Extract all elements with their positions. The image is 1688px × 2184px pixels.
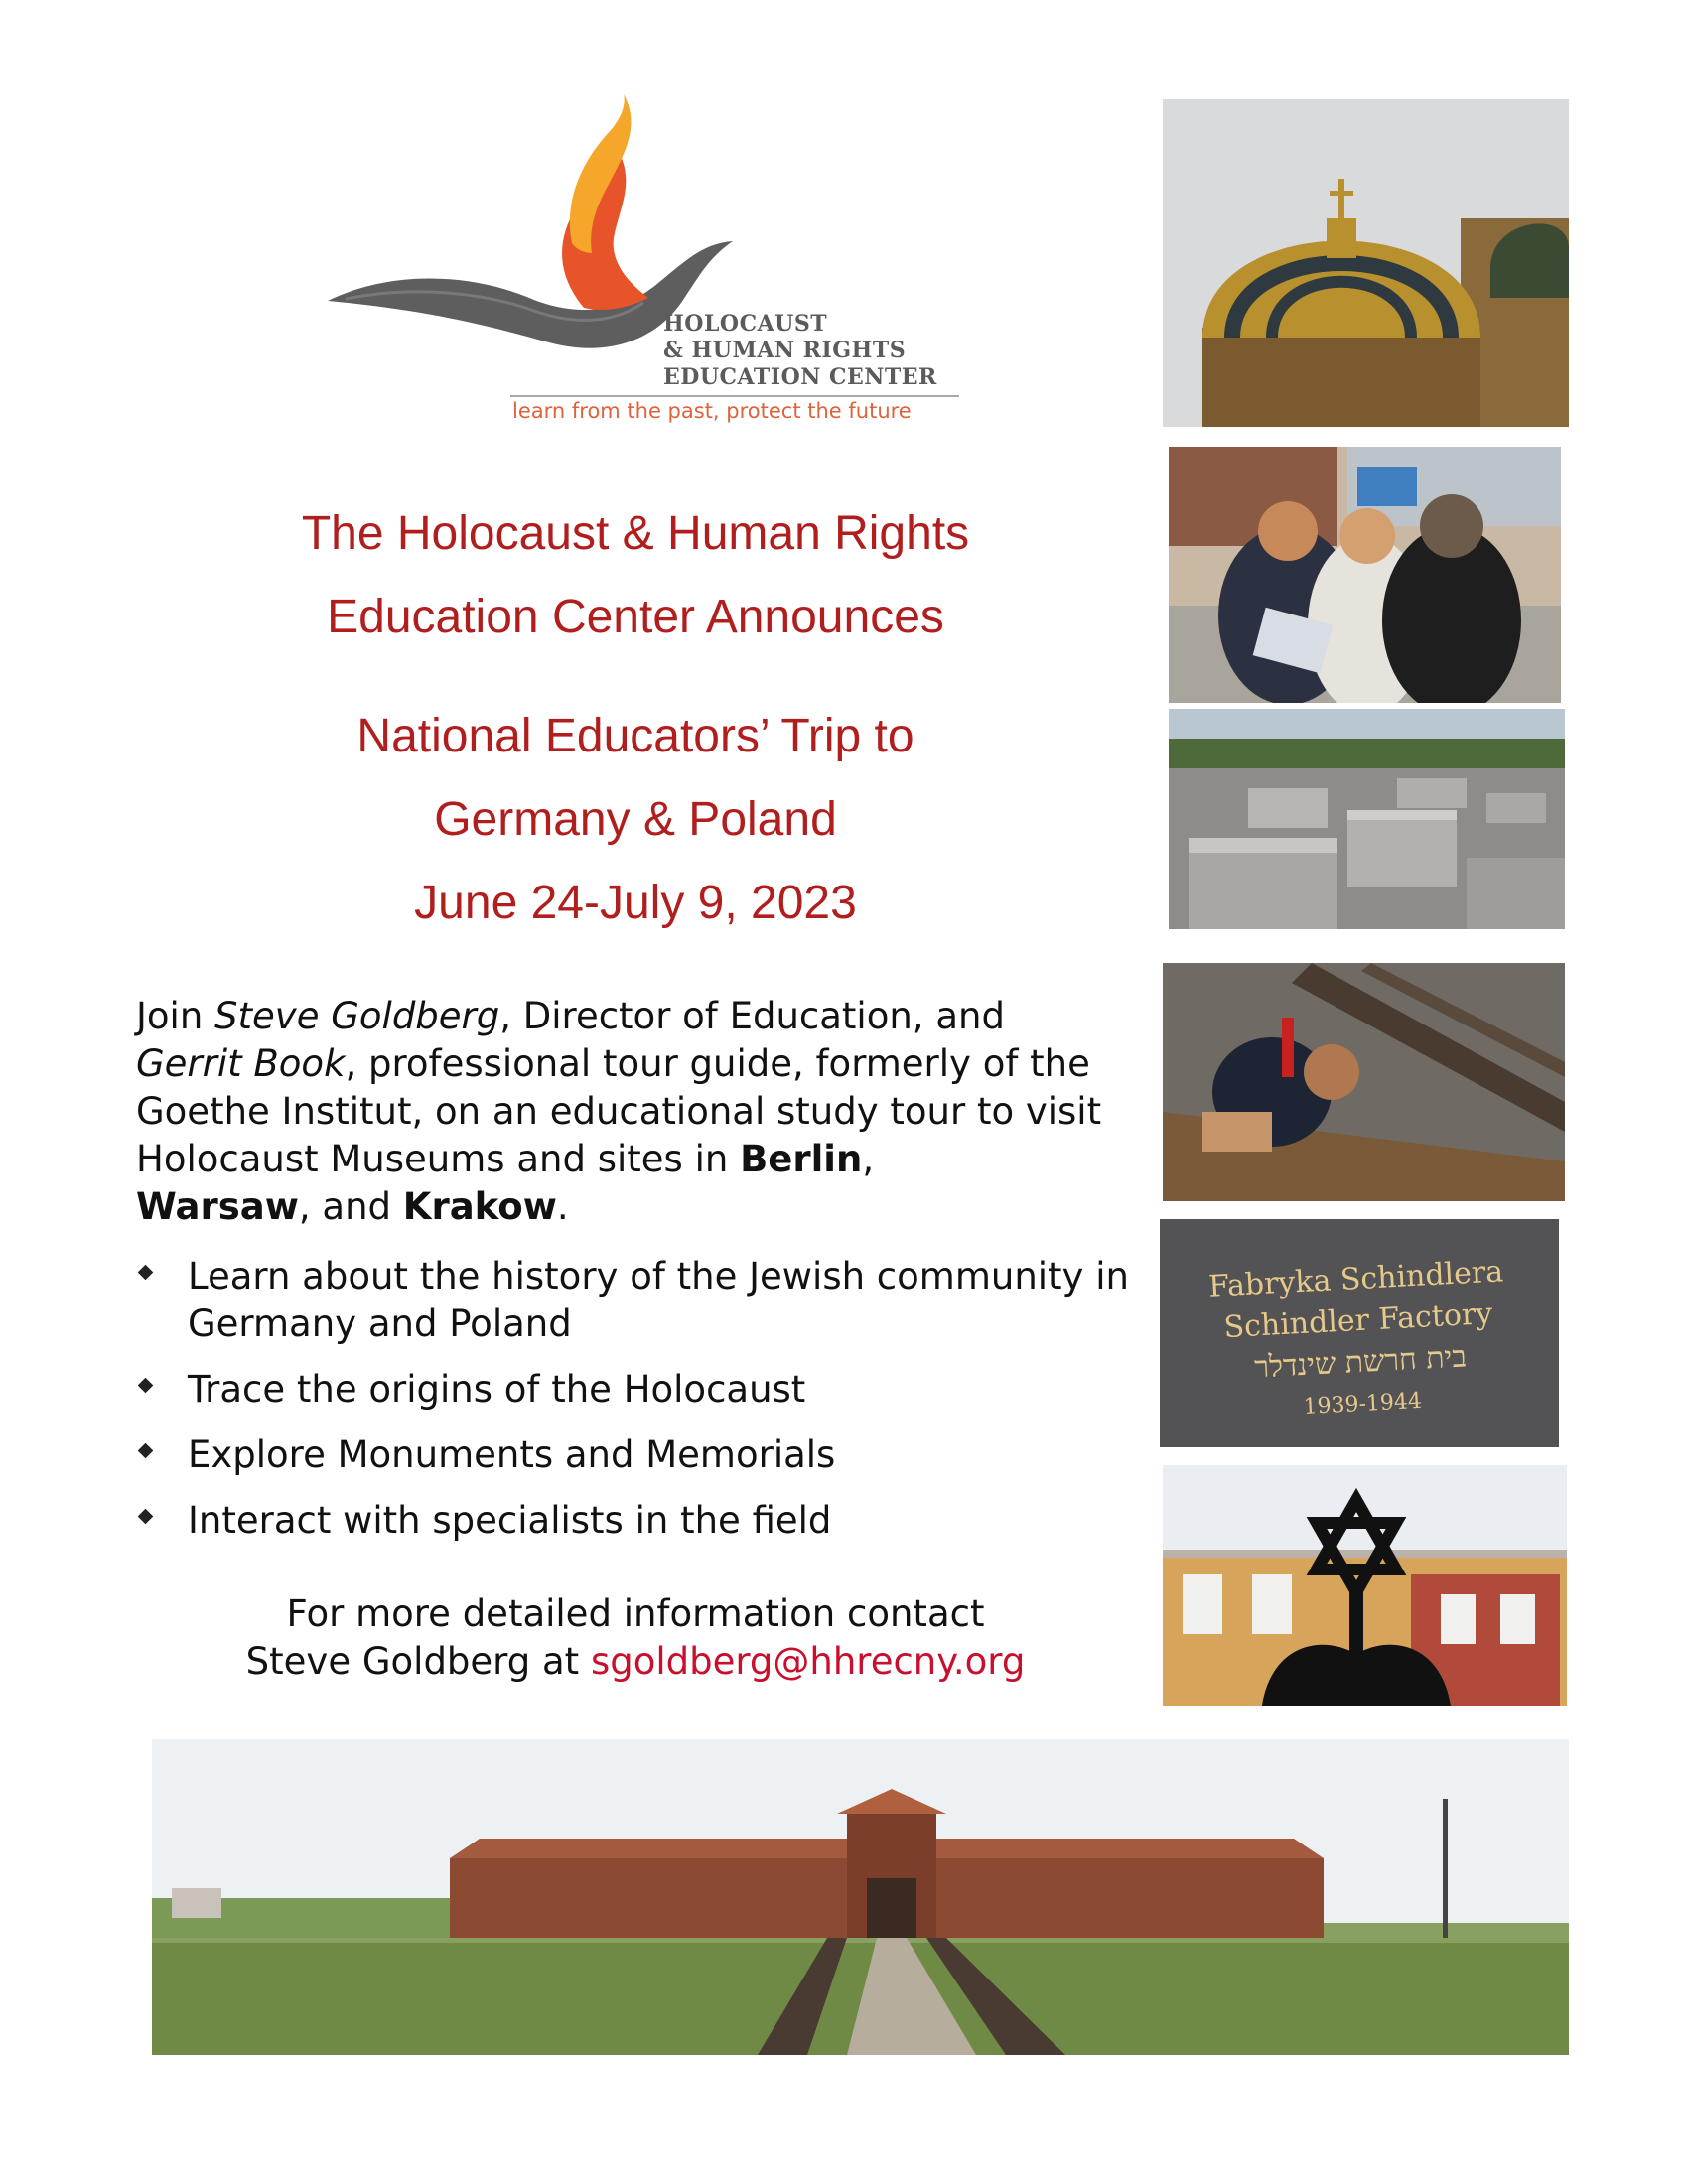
guide-name: Gerrit Book [136, 1042, 346, 1085]
contact-email-link[interactable]: sgoldberg@hhrecny.org [590, 1640, 1026, 1683]
list-item-text: Explore Monuments and Memorials [188, 1433, 836, 1476]
list-item [136, 1497, 1169, 1545]
org-name-line: HOLOCAUST [663, 311, 828, 337]
plaque-years: 1939-1944 [1302, 1388, 1423, 1421]
org-name-line: EDUCATION CENTER [663, 364, 937, 390]
intro-text: . [556, 1185, 569, 1228]
trip-highlights-list [136, 1253, 1169, 1563]
city-warsaw: Warsaw [136, 1185, 299, 1228]
contact-name: Steve Goldberg at [245, 1640, 591, 1683]
photo-synagogue-dome [1163, 99, 1569, 427]
heading-line: Education Center Announces [327, 591, 944, 643]
organization-name [663, 311, 937, 391]
photo-star-of-david-gate [1163, 1465, 1567, 1706]
diamond-bullet-icon [138, 1378, 154, 1394]
intro-text: , and [298, 1185, 403, 1228]
logo-tagline: learn from the past, protect the future [512, 399, 912, 423]
intro-text: , [862, 1138, 875, 1180]
intro-text: , Director of Education, and [499, 995, 1005, 1037]
plaque-line-polish: Fabryka Schindlera [1207, 1254, 1504, 1304]
plaque-text [1160, 1249, 1559, 1436]
trip-dates: June 24-July 9, 2023 [414, 877, 857, 929]
photo-rail-memorial [1163, 963, 1565, 1201]
director-name: Steve Goldberg [214, 995, 500, 1037]
diamond-bullet-icon [138, 1443, 154, 1459]
contact-info [159, 1590, 1112, 1686]
list-item [136, 1253, 1169, 1348]
contact-line [159, 1638, 1112, 1686]
diamond-bullet-icon [138, 1265, 154, 1281]
intro-text: Join [136, 995, 215, 1037]
photo-birkenau-panorama [152, 1739, 1569, 2055]
org-name-line: & HUMAN RIGHTS [663, 338, 907, 363]
logo-divider [510, 395, 959, 397]
photo-schindler-plaque [1160, 1219, 1559, 1447]
diamond-bullet-icon [138, 1509, 154, 1525]
list-item [136, 1432, 1169, 1479]
intro-paragraph [136, 993, 1159, 1231]
organization-logo [316, 94, 961, 432]
announcement-heading [209, 492, 1062, 659]
trip-destinations: Germany & Poland [434, 793, 837, 846]
heading-line: The Holocaust & Human Rights [301, 507, 970, 560]
city-krakow: Krakow [402, 1185, 557, 1228]
list-item [136, 1366, 1169, 1414]
plaque-line-english: Schindler Factory [1222, 1296, 1494, 1346]
trip-title [209, 695, 1062, 945]
photo-berlin-memorial [1169, 709, 1565, 929]
trip-title-line: National Educators’ Trip to [356, 710, 914, 762]
intro-text: , professional tour guide, formerly of the Goethe Institut, on an educational study tour to visit Holocaust Museums and sites in [136, 1042, 1102, 1180]
city-berlin: Berlin [740, 1138, 863, 1180]
plaque-line-hebrew: בית חרשת שינדלר [1253, 1339, 1468, 1386]
list-item-text: Trace the origins of the Holocaust [188, 1368, 806, 1411]
contact-line: For more detailed information contact [286, 1592, 985, 1635]
photo-educators-group [1169, 447, 1561, 703]
list-item-text: Learn about the history of the Jewish community in Germany and Poland [188, 1255, 1129, 1345]
list-item-text: Interact with specialists in the field [188, 1499, 832, 1542]
